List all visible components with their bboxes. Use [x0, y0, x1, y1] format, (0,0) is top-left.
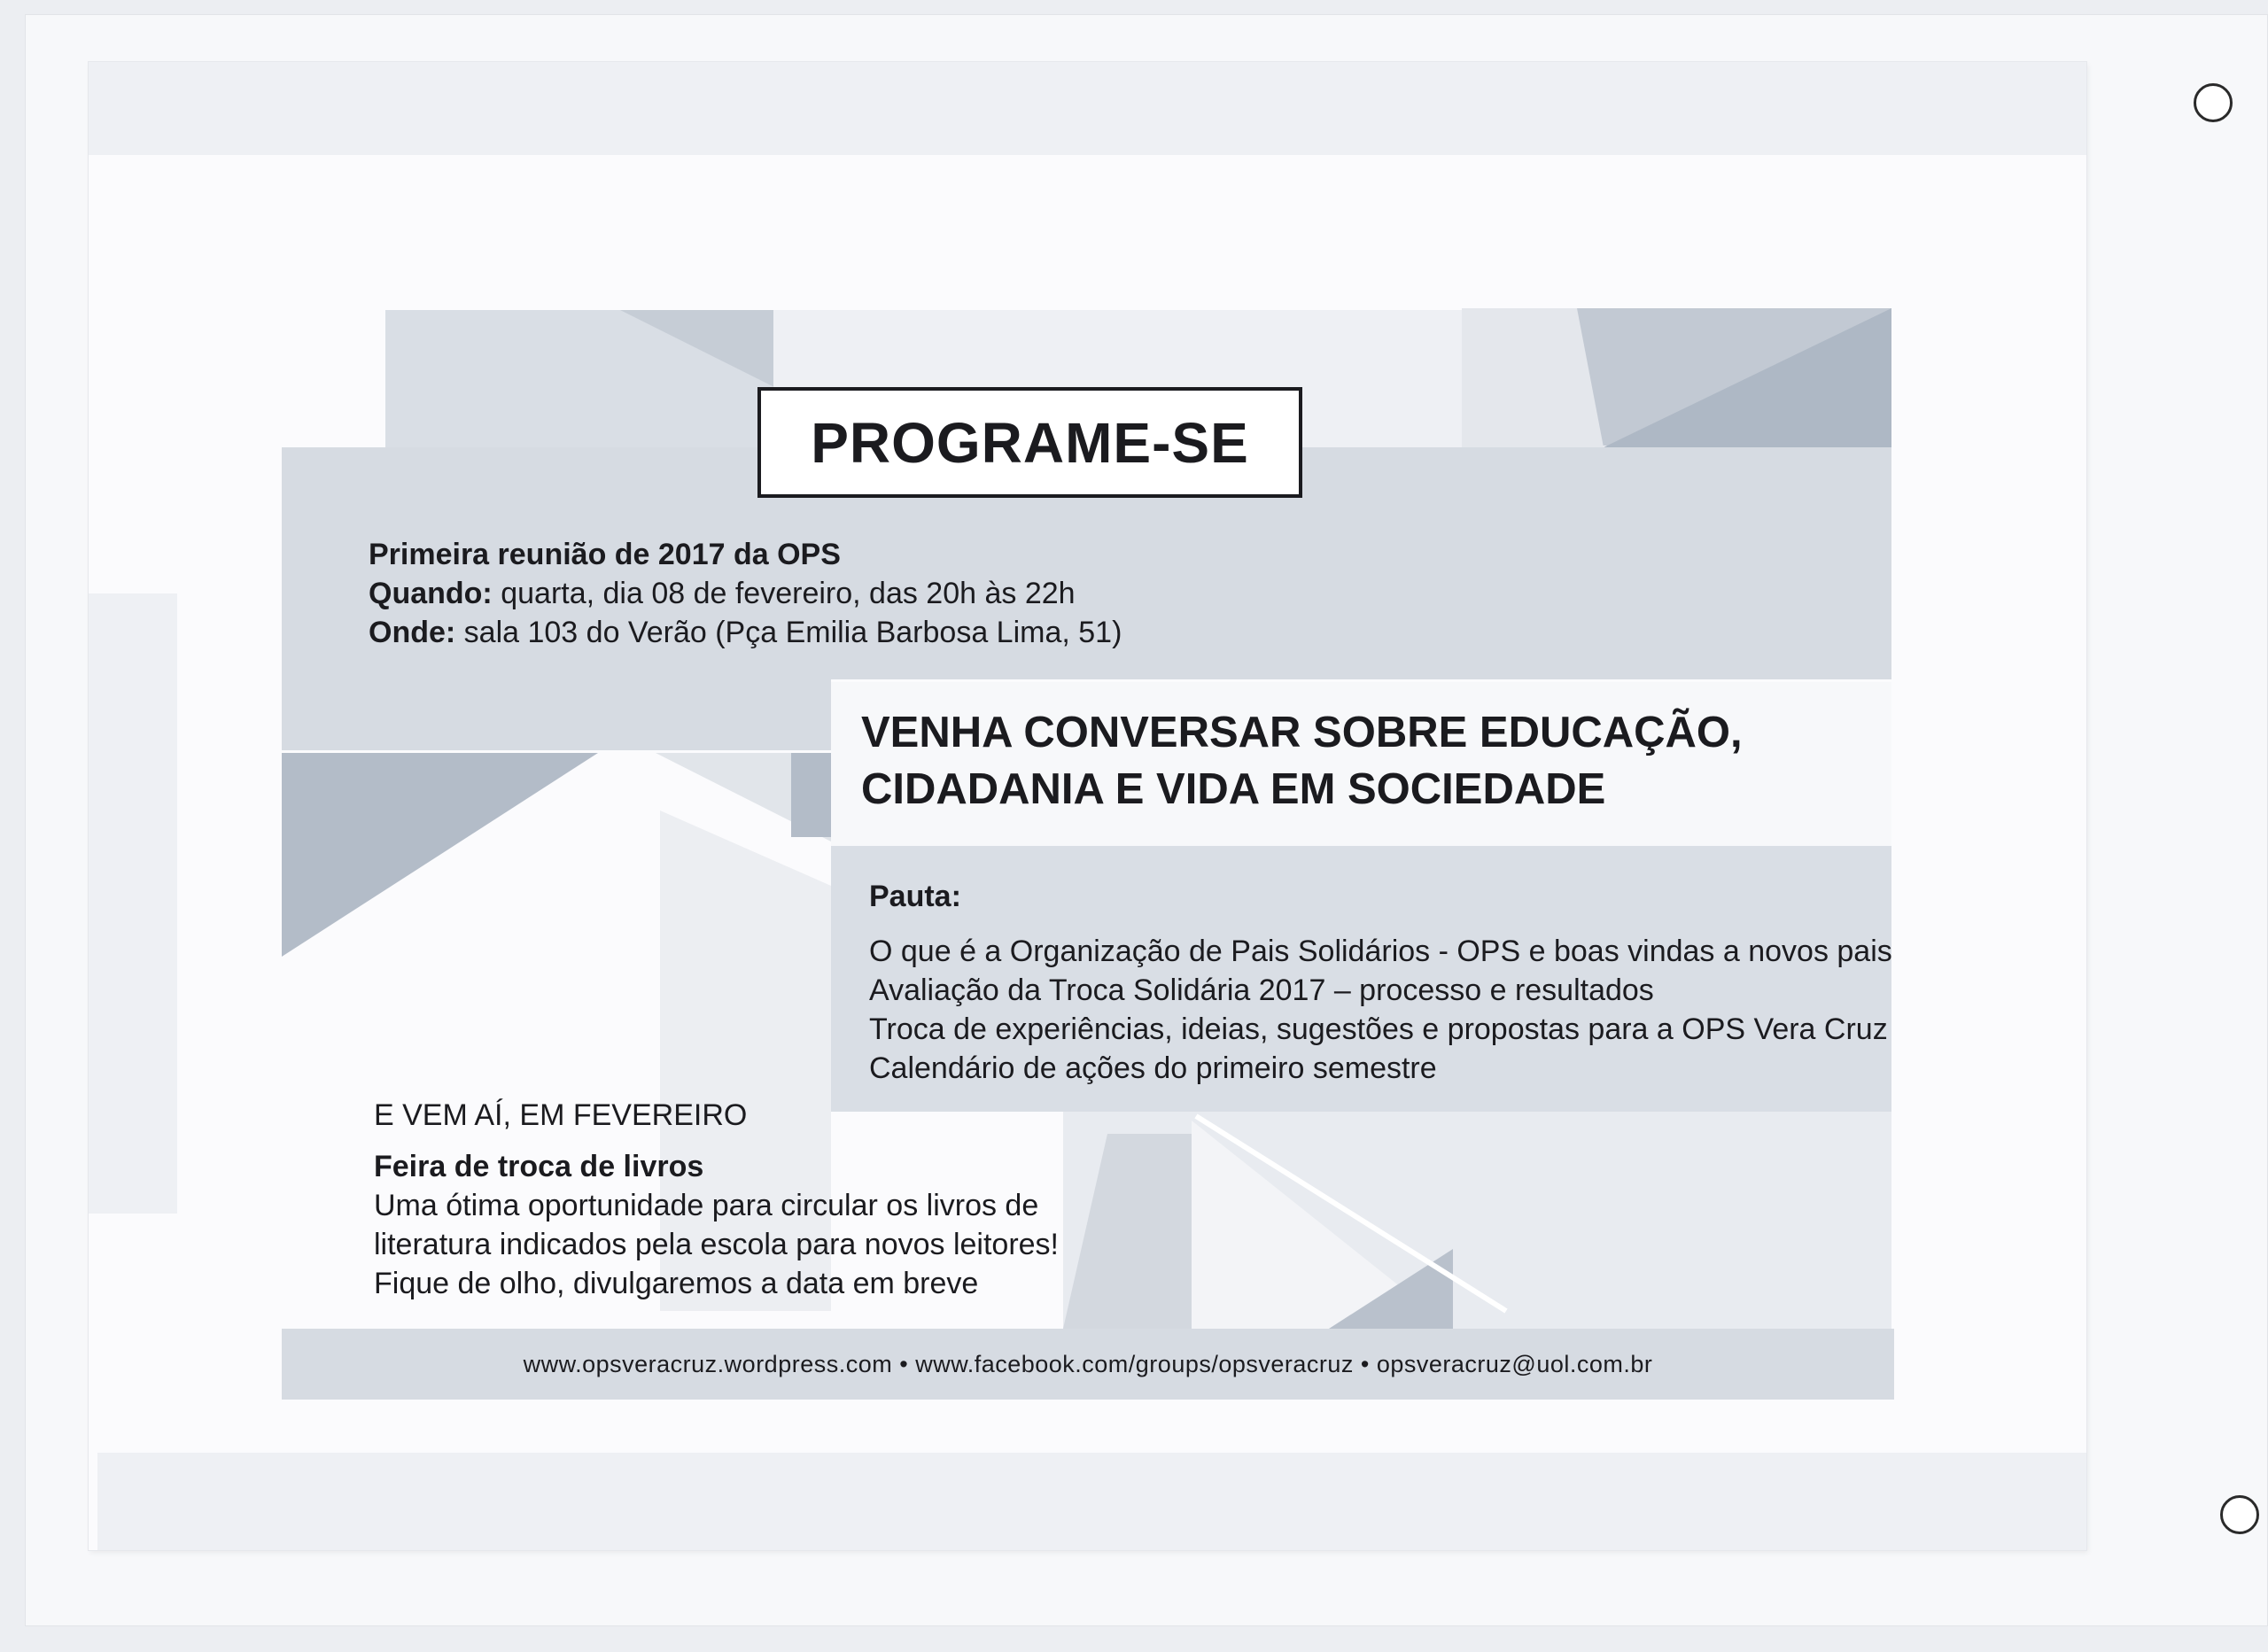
- pauta-item: O que é a Organização de Pais Solidários - OPS e boas vindas a novos pais: [869, 935, 1892, 968]
- pauta-item: Troca de experiências, ideias, sugestões e propostas para a OPS Vera Cruz: [869, 1012, 1888, 1046]
- pauta-section: [869, 877, 1892, 1088]
- upcoming-line: Fique de olho, divulgaremos a data em breve: [374, 1267, 979, 1300]
- when-value: quarta, dia 08 de fevereiro, das 20h às 22h: [492, 577, 1076, 610]
- where-value: sala 103 do Verão (Pça Emilia Barbosa Lima, 51): [455, 616, 1122, 649]
- meeting-when: [369, 574, 1122, 613]
- when-label: Quando:: [369, 577, 493, 610]
- pauta-heading: Pauta:: [869, 880, 961, 913]
- upcoming-line: Uma ótima oportunidade para circular os livros de: [374, 1189, 1039, 1222]
- pauta-item: Avaliação da Troca Solidária 2017 – processo e resultados: [869, 973, 1654, 1007]
- info-band-lower: [282, 679, 831, 750]
- headline-line-2: CIDADANIA E VIDA EM SOCIEDADE: [861, 765, 1606, 813]
- meeting-title: Primeira reunião de 2017 da OPS: [369, 538, 841, 571]
- upcoming-section: [374, 1096, 1059, 1303]
- mid-dark-strip: [791, 753, 831, 837]
- page-title: PROGRAME-SE: [757, 387, 1302, 498]
- left-dark-triangle: [282, 753, 598, 957]
- meeting-info: [369, 535, 1122, 652]
- upcoming-kicker: E VEM AÍ, EM FEVEREIRO: [374, 1098, 748, 1132]
- pauta-item: Calendário de ações do primeiro semestre: [869, 1051, 1437, 1085]
- meeting-where: [369, 613, 1122, 652]
- footer-contact-links: www.opsveracruz.wordpress.com • www.facebook.com/groups/opsveracruz • opsveracruz@uol.com.br: [523, 1350, 1653, 1377]
- headline-line-1: VENHA CONVERSAR SOBRE EDUCAÇÃO,: [861, 709, 1743, 756]
- upcoming-line: literatura indicados pela escola para novos leitores!: [374, 1228, 1060, 1261]
- where-label: Onde:: [369, 616, 456, 649]
- upcoming-title: Feira de troca de livros: [374, 1150, 704, 1183]
- headline: [861, 704, 1743, 818]
